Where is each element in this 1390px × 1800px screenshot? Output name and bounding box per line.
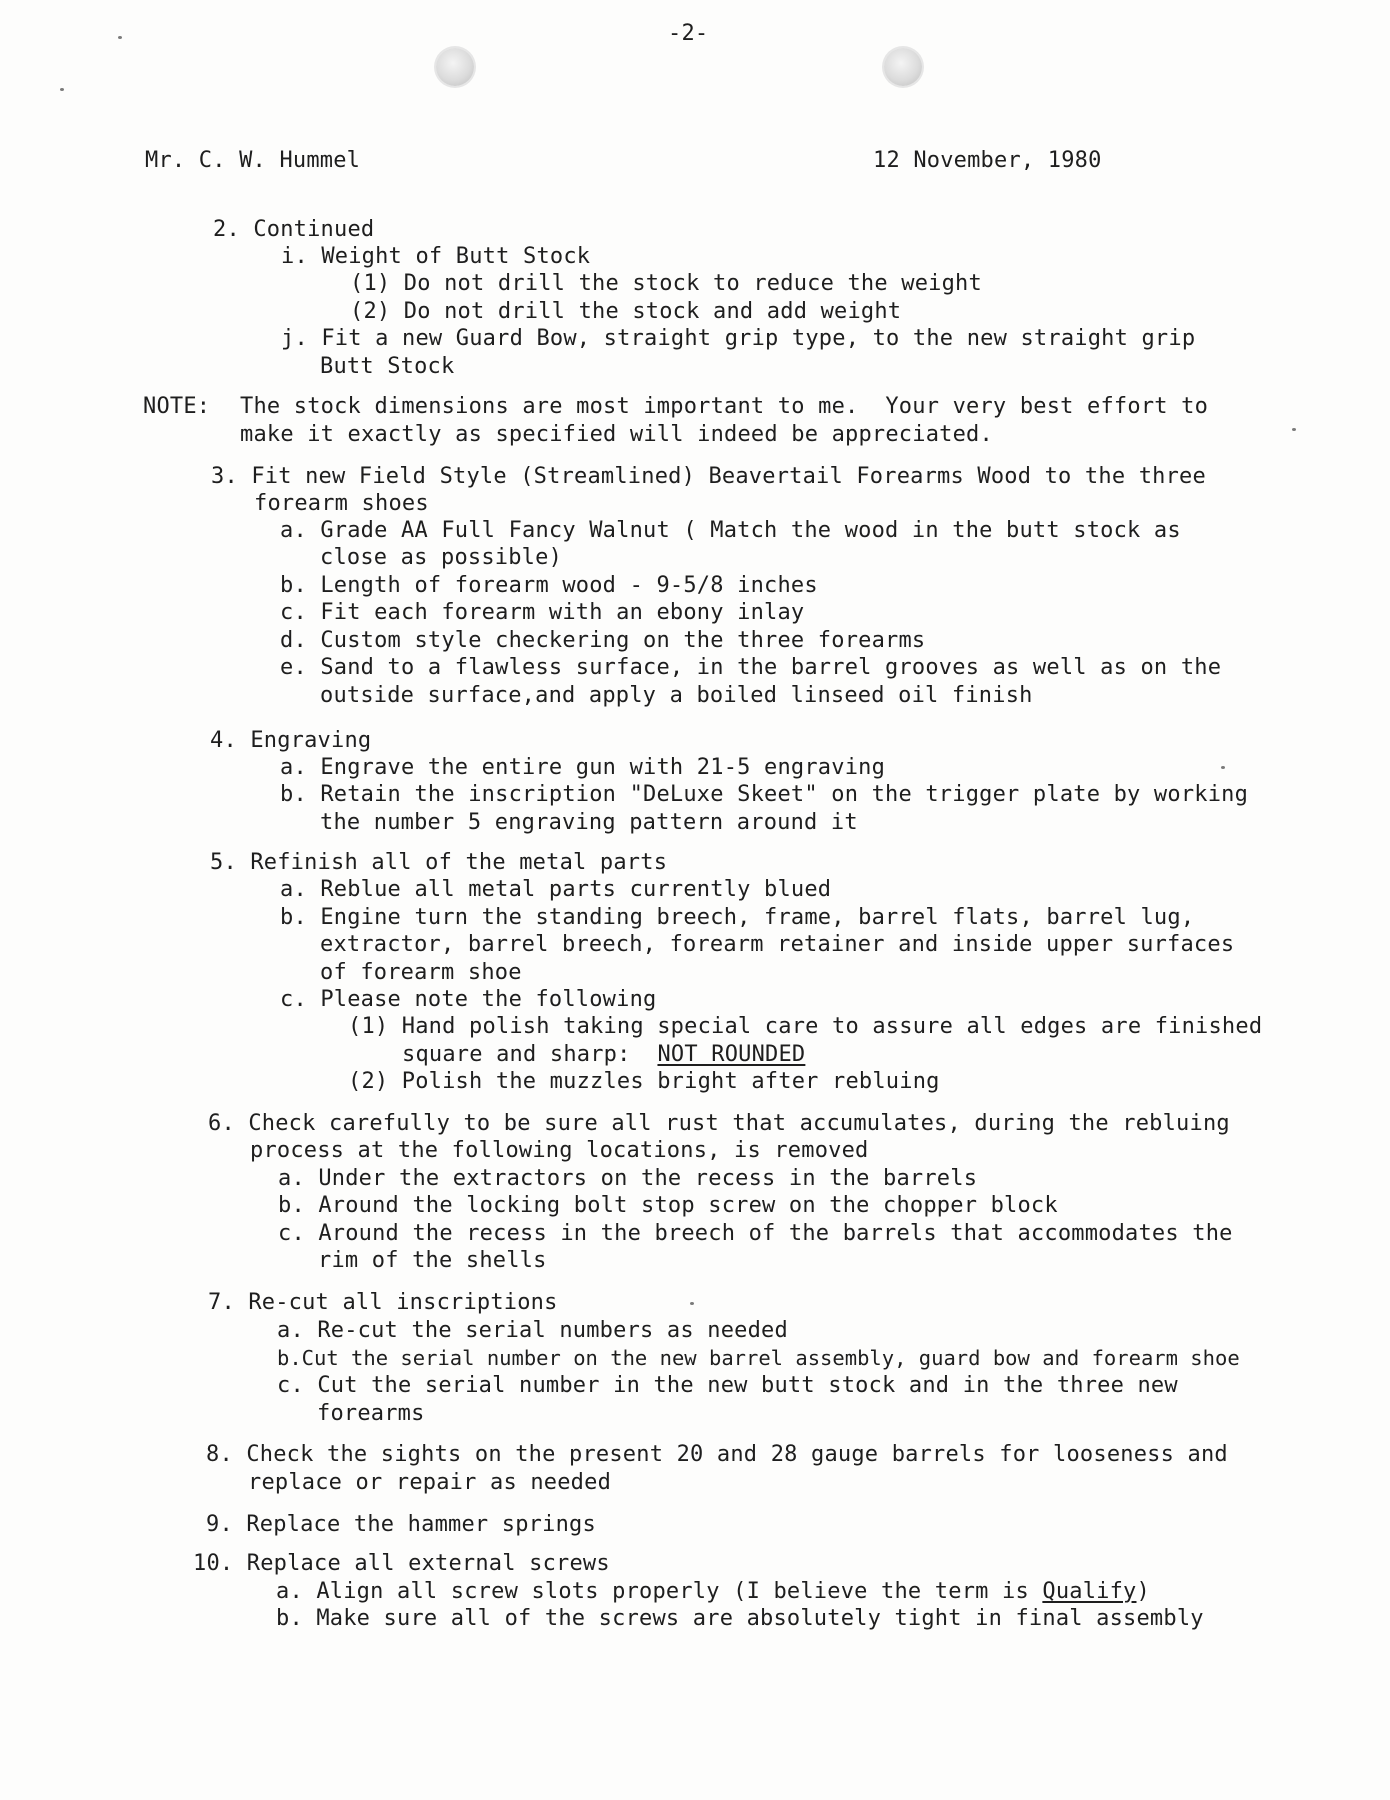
recipient-name: Mr. C. W. Hummel — [145, 148, 361, 173]
item-5-c-1-cont-text: square and sharp: — [402, 1042, 658, 1067]
item-10-heading: 10. Replace all external screws — [193, 1551, 610, 1576]
item-5-a: a. Reblue all metal parts currently blued — [280, 877, 832, 902]
item-3-c: c. Fit each forearm with an ebony inlay — [280, 600, 805, 625]
scan-speck — [1292, 428, 1296, 431]
scan-speck — [118, 36, 122, 39]
note-text: The stock dimensions are most important to me. Your very best effort to — [240, 394, 1209, 419]
item-2-i-1: (1) Do not drill the stock to reduce the weight — [350, 271, 982, 296]
item-6-c: c. Around the recess in the breech of the barrels that accommodates the — [278, 1221, 1233, 1246]
item-2-i: i. Weight of Butt Stock — [281, 244, 591, 269]
item-7-c: c. Cut the serial number in the new butt stock and in the three new — [277, 1373, 1178, 1398]
item-6-heading: 6. Check carefully to be sure all rust that accumulates, during the rebluing — [208, 1111, 1230, 1136]
item-5-c-1: (1) Hand polish taking special care to assure all edges are finished — [348, 1014, 1263, 1039]
item-8-heading-cont: replace or repair as needed — [248, 1470, 612, 1495]
item-10-a — [276, 1578, 1150, 1605]
item-2-heading: 2. Continued — [213, 217, 375, 242]
punch-hole-right — [884, 48, 922, 86]
note-label: NOTE: — [143, 394, 211, 419]
item-6-heading-cont: process at the following locations, is removed — [250, 1138, 869, 1163]
item-5-heading: 5. Refinish all of the metal parts — [210, 850, 668, 875]
item-3-e-cont: outside surface,and apply a boiled linseed oil finish — [320, 683, 1033, 708]
item-3-e: e. Sand to a flawless surface, in the barrel grooves as well as on the — [280, 655, 1222, 680]
scan-speck — [1221, 766, 1225, 769]
item-3-heading-cont: forearm shoes — [254, 491, 429, 516]
page-number: -2- — [668, 21, 709, 46]
item-5-c-2: (2) Polish the muzzles bright after rebluing — [348, 1069, 940, 1094]
item-6-a: a. Under the extractors on the recess in the barrels — [278, 1166, 978, 1191]
item-7-c-cont: forearms — [317, 1401, 425, 1426]
item-6-c-cont: rim of the shells — [318, 1248, 547, 1273]
item-9-heading: 9. Replace the hammer springs — [206, 1512, 596, 1537]
item-3-a: a. Grade AA Full Fancy Walnut ( Match the wood in the butt stock as — [280, 518, 1181, 543]
item-5-b-cont-2: of forearm shoe — [320, 960, 522, 985]
scan-speck — [690, 1302, 694, 1305]
letter-date: 12 November, 1980 — [873, 148, 1102, 173]
item-5-b: b. Engine turn the standing breech, frame, barrel flats, barrel lug, — [280, 905, 1195, 930]
item-7-b: b.Cut the serial number on the new barrel assembly, guard bow and forearm shoe — [277, 1346, 1240, 1370]
item-5-c: c. Please note the following — [280, 987, 657, 1012]
scan-speck — [60, 88, 64, 91]
item-3-heading: 3. Fit new Field Style (Streamlined) Beavertail Forearms Wood to the three — [211, 464, 1206, 489]
item-4-b-cont: the number 5 engraving pattern around it — [320, 810, 858, 835]
item-7-heading: 7. Re-cut all inscriptions — [208, 1290, 558, 1315]
item-4-a: a. Engrave the entire gun with 21-5 engraving — [280, 755, 886, 780]
item-2-j-cont: Butt Stock — [320, 354, 455, 379]
item-2-i-2: (2) Do not drill the stock and add weight — [350, 299, 902, 324]
punch-hole-left — [436, 48, 474, 86]
item-3-a-cont: close as possible) — [320, 545, 563, 570]
item-2-j: j. Fit a new Guard Bow, straight grip type, to the new straight grip — [281, 326, 1196, 351]
qualify-emphasis: Qualify — [1042, 1579, 1137, 1604]
not-rounded-emphasis: NOT ROUNDED — [657, 1042, 806, 1067]
item-6-b: b. Around the locking bolt stop screw on the chopper block — [278, 1193, 1058, 1218]
item-10-a-text: a. Align all screw slots properly (I believe the term is — [276, 1579, 1043, 1604]
item-5-c-1-cont — [402, 1041, 805, 1068]
item-4-b: b. Retain the inscription "DeLuxe Skeet" on the trigger plate by working — [280, 782, 1249, 807]
item-10-a-close: ) — [1136, 1579, 1150, 1604]
item-7-a: a. Re-cut the serial numbers as needed — [277, 1318, 788, 1343]
item-5-b-cont: extractor, barrel breech, forearm retainer and inside upper surfaces — [320, 932, 1235, 957]
item-3-b: b. Length of forearm wood - 9-5/8 inches — [280, 573, 818, 598]
note-text-cont: make it exactly as specified will indeed be appreciated. — [240, 422, 993, 447]
item-4-heading: 4. Engraving — [210, 728, 372, 753]
item-10-b: b. Make sure all of the screws are absolutely tight in final assembly — [276, 1606, 1204, 1631]
item-8-heading: 8. Check the sights on the present 20 and 28 gauge barrels for looseness and — [206, 1442, 1228, 1467]
item-3-d: d. Custom style checkering on the three forearms — [280, 628, 926, 653]
